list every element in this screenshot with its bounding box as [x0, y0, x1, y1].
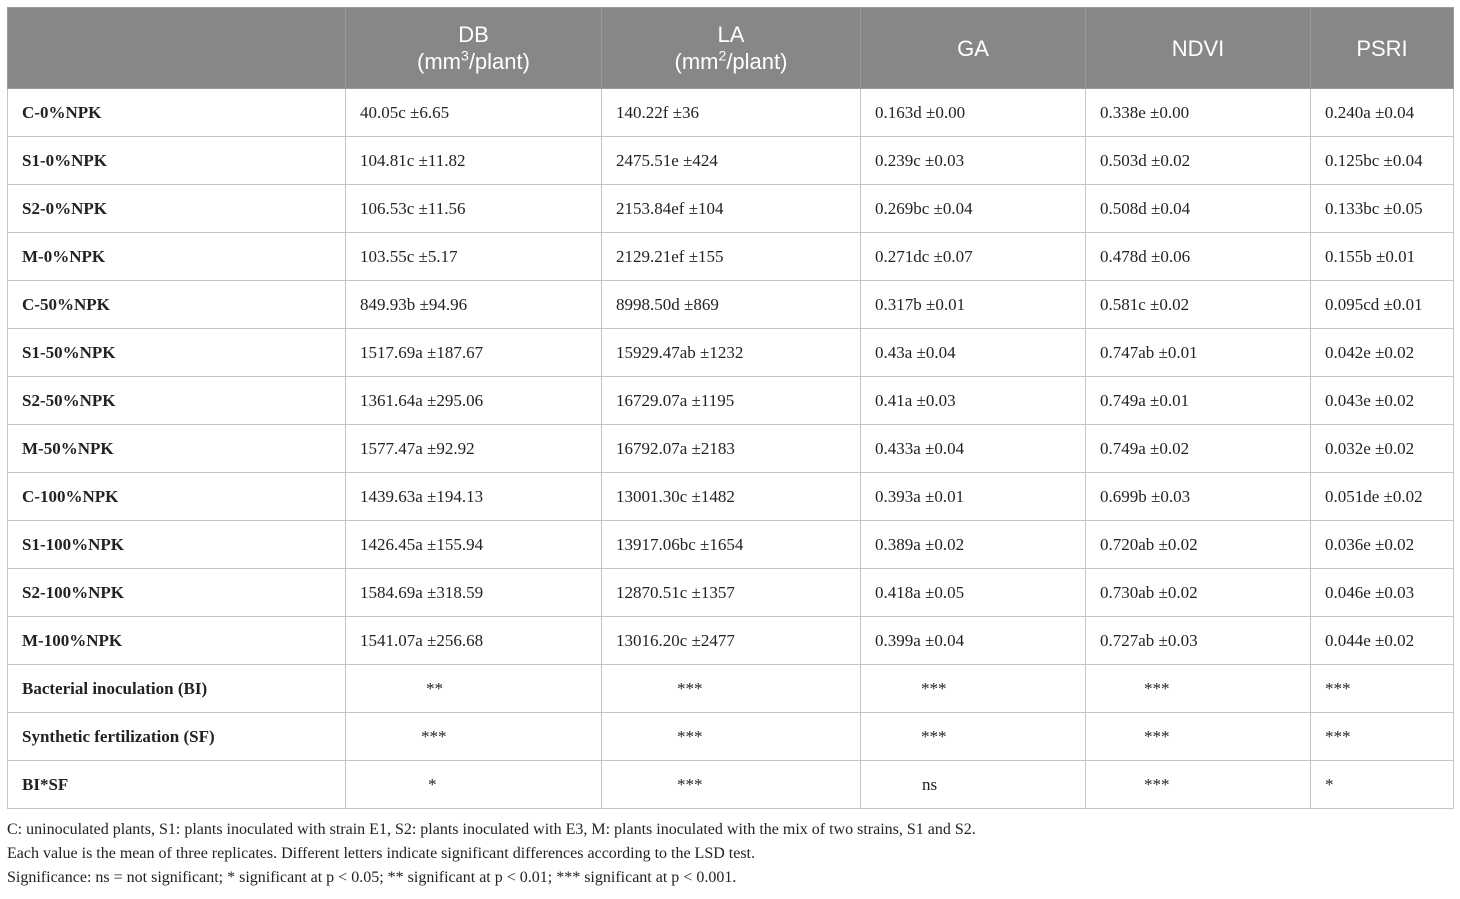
header-la-unit-sup: 2 — [718, 47, 727, 64]
cell-ga: 0.317b ±0.01 — [861, 281, 1086, 329]
cell-ga: 0.239c ±0.03 — [861, 137, 1086, 185]
cell-treatment: C-100%NPK — [8, 473, 346, 521]
footnote-abbreviations: C: uninoculated plants, S1: plants inoculated with strain E1, S2: plants inoculated with E3, M: plants inoculated with the mix of two strains, S1 and S2. — [7, 821, 976, 838]
cell-db: 1439.63a ±194.13 — [346, 473, 602, 521]
cell-ga: 0.399a ±0.04 — [861, 617, 1086, 665]
cell-sig-la: *** — [602, 713, 861, 761]
cell-treatment: C-50%NPK — [8, 281, 346, 329]
table-row — [8, 137, 1454, 185]
cell-sig-db: * — [346, 761, 602, 809]
cell-db: 106.53c ±11.56 — [346, 185, 602, 233]
cell-sig-psri: * — [1311, 761, 1454, 809]
cell-ga: 0.269bc ±0.04 — [861, 185, 1086, 233]
header-row — [8, 8, 1454, 89]
cell-ndvi: 0.727ab ±0.03 — [1086, 617, 1311, 665]
cell-treatment: M-0%NPK — [8, 233, 346, 281]
table-row — [8, 377, 1454, 425]
cell-treatment: S1-100%NPK — [8, 521, 346, 569]
cell-ga: 0.271dc ±0.07 — [861, 233, 1086, 281]
header-la-unit — [602, 48, 860, 75]
cell-ndvi: 0.338e ±0.00 — [1086, 89, 1311, 137]
cell-psri: 0.133bc ±0.05 — [1311, 185, 1454, 233]
header-db-unit-sup: 3 — [461, 47, 469, 64]
cell-psri: 0.155b ±0.01 — [1311, 233, 1454, 281]
header-db-name: DB — [458, 22, 489, 47]
cell-ndvi: 0.503d ±0.02 — [1086, 137, 1311, 185]
table-row — [8, 569, 1454, 617]
table-row — [8, 329, 1454, 377]
cell-sig-psri: *** — [1311, 665, 1454, 713]
table-row — [8, 233, 1454, 281]
header-db-unit-pre: (mm — [417, 49, 462, 74]
cell-psri: 0.043e ±0.02 — [1311, 377, 1454, 425]
cell-treatment: S1-50%NPK — [8, 329, 346, 377]
table-row — [8, 281, 1454, 329]
cell-la: 2475.51e ±424 — [602, 137, 861, 185]
cell-psri: 0.051de ±0.02 — [1311, 473, 1454, 521]
table-footnotes — [7, 818, 1453, 890]
cell-sig-la: *** — [602, 665, 861, 713]
cell-factor: Synthetic fertilization (SF) — [8, 713, 346, 761]
cell-sig-la: *** — [602, 761, 861, 809]
cell-psri: 0.240a ±0.04 — [1311, 89, 1454, 137]
header-la-unit-post: /plant) — [726, 49, 788, 74]
cell-la: 16729.07a ±1195 — [602, 377, 861, 425]
header-treatment — [8, 8, 346, 89]
cell-la: 2153.84ef ±104 — [602, 185, 861, 233]
footnote-significance: Significance: ns = not significant; * significant at p < 0.05; ** significant at p < 0.01; *** significant at p < 0.001. — [7, 869, 737, 886]
cell-psri: 0.095cd ±0.01 — [1311, 281, 1454, 329]
cell-la: 13917.06bc ±1654 — [602, 521, 861, 569]
table-row — [8, 473, 1454, 521]
table-header — [8, 8, 1454, 89]
cell-psri: 0.044e ±0.02 — [1311, 617, 1454, 665]
cell-ndvi: 0.720ab ±0.02 — [1086, 521, 1311, 569]
cell-ga: 0.389a ±0.02 — [861, 521, 1086, 569]
table-row — [8, 617, 1454, 665]
significance-row — [8, 713, 1454, 761]
cell-db: 103.55c ±5.17 — [346, 233, 602, 281]
cell-db: 1426.45a ±155.94 — [346, 521, 602, 569]
cell-psri: 0.046e ±0.03 — [1311, 569, 1454, 617]
cell-psri: 0.032e ±0.02 — [1311, 425, 1454, 473]
cell-sig-db: ** — [346, 665, 602, 713]
cell-db: 40.05c ±6.65 — [346, 89, 602, 137]
cell-psri: 0.042e ±0.02 — [1311, 329, 1454, 377]
footnote-replicates: Each value is the mean of three replicates. Different letters indicate significant differences according to the LSD test. — [7, 845, 755, 862]
cell-la: 2129.21ef ±155 — [602, 233, 861, 281]
cell-db: 849.93b ±94.96 — [346, 281, 602, 329]
cell-db: 104.81c ±11.82 — [346, 137, 602, 185]
table-body — [8, 89, 1454, 809]
significance-row — [8, 665, 1454, 713]
table-row — [8, 185, 1454, 233]
cell-sig-ga: *** — [861, 665, 1086, 713]
cell-ndvi: 0.749a ±0.02 — [1086, 425, 1311, 473]
cell-ga: 0.418a ±0.05 — [861, 569, 1086, 617]
cell-la: 140.22f ±36 — [602, 89, 861, 137]
cell-ga: 0.43a ±0.04 — [861, 329, 1086, 377]
cell-db: 1517.69a ±187.67 — [346, 329, 602, 377]
table-row — [8, 521, 1454, 569]
cell-la: 8998.50d ±869 — [602, 281, 861, 329]
cell-factor: Bacterial inoculation (BI) — [8, 665, 346, 713]
header-la-unit-pre: (mm — [674, 49, 719, 74]
cell-sig-psri: *** — [1311, 713, 1454, 761]
cell-treatment: M-50%NPK — [8, 425, 346, 473]
cell-sig-ndvi: *** — [1086, 713, 1311, 761]
cell-treatment: C-0%NPK — [8, 89, 346, 137]
document — [7, 7, 1453, 890]
cell-factor: BI*SF — [8, 761, 346, 809]
header-la-name: LA — [717, 22, 745, 47]
cell-treatment: S1-0%NPK — [8, 137, 346, 185]
cell-la: 13016.20c ±2477 — [602, 617, 861, 665]
header-db-unit — [346, 48, 601, 75]
header-db — [346, 8, 602, 89]
cell-treatment: M-100%NPK — [8, 617, 346, 665]
cell-ga: 0.433a ±0.04 — [861, 425, 1086, 473]
cell-psri: 0.036e ±0.02 — [1311, 521, 1454, 569]
cell-ndvi: 0.581c ±0.02 — [1086, 281, 1311, 329]
cell-ndvi: 0.730ab ±0.02 — [1086, 569, 1311, 617]
table-row — [8, 425, 1454, 473]
cell-ga: 0.163d ±0.00 — [861, 89, 1086, 137]
header-la — [602, 8, 861, 89]
cell-ndvi: 0.749a ±0.01 — [1086, 377, 1311, 425]
header-psri: PSRI — [1311, 8, 1454, 89]
cell-treatment: S2-0%NPK — [8, 185, 346, 233]
cell-la: 12870.51c ±1357 — [602, 569, 861, 617]
results-table — [7, 7, 1454, 809]
cell-db: 1577.47a ±92.92 — [346, 425, 602, 473]
header-ga: GA — [861, 8, 1086, 89]
cell-db: 1584.69a ±318.59 — [346, 569, 602, 617]
cell-ndvi: 0.478d ±0.06 — [1086, 233, 1311, 281]
cell-ndvi: 0.747ab ±0.01 — [1086, 329, 1311, 377]
cell-ga: 0.393a ±0.01 — [861, 473, 1086, 521]
cell-ndvi: 0.508d ±0.04 — [1086, 185, 1311, 233]
significance-row — [8, 761, 1454, 809]
table-row — [8, 89, 1454, 137]
cell-ga: 0.41a ±0.03 — [861, 377, 1086, 425]
cell-la: 15929.47ab ±1232 — [602, 329, 861, 377]
cell-treatment: S2-50%NPK — [8, 377, 346, 425]
header-db-unit-post: /plant) — [468, 49, 530, 74]
cell-psri: 0.125bc ±0.04 — [1311, 137, 1454, 185]
cell-sig-ga: ns — [861, 761, 1086, 809]
cell-sig-ndvi: *** — [1086, 761, 1311, 809]
cell-sig-ndvi: *** — [1086, 665, 1311, 713]
cell-la: 16792.07a ±2183 — [602, 425, 861, 473]
cell-la: 13001.30c ±1482 — [602, 473, 861, 521]
cell-treatment: S2-100%NPK — [8, 569, 346, 617]
cell-db: 1541.07a ±256.68 — [346, 617, 602, 665]
cell-db: 1361.64a ±295.06 — [346, 377, 602, 425]
cell-sig-ga: *** — [861, 713, 1086, 761]
cell-sig-db: *** — [346, 713, 602, 761]
cell-ndvi: 0.699b ±0.03 — [1086, 473, 1311, 521]
header-ndvi: NDVI — [1086, 8, 1311, 89]
